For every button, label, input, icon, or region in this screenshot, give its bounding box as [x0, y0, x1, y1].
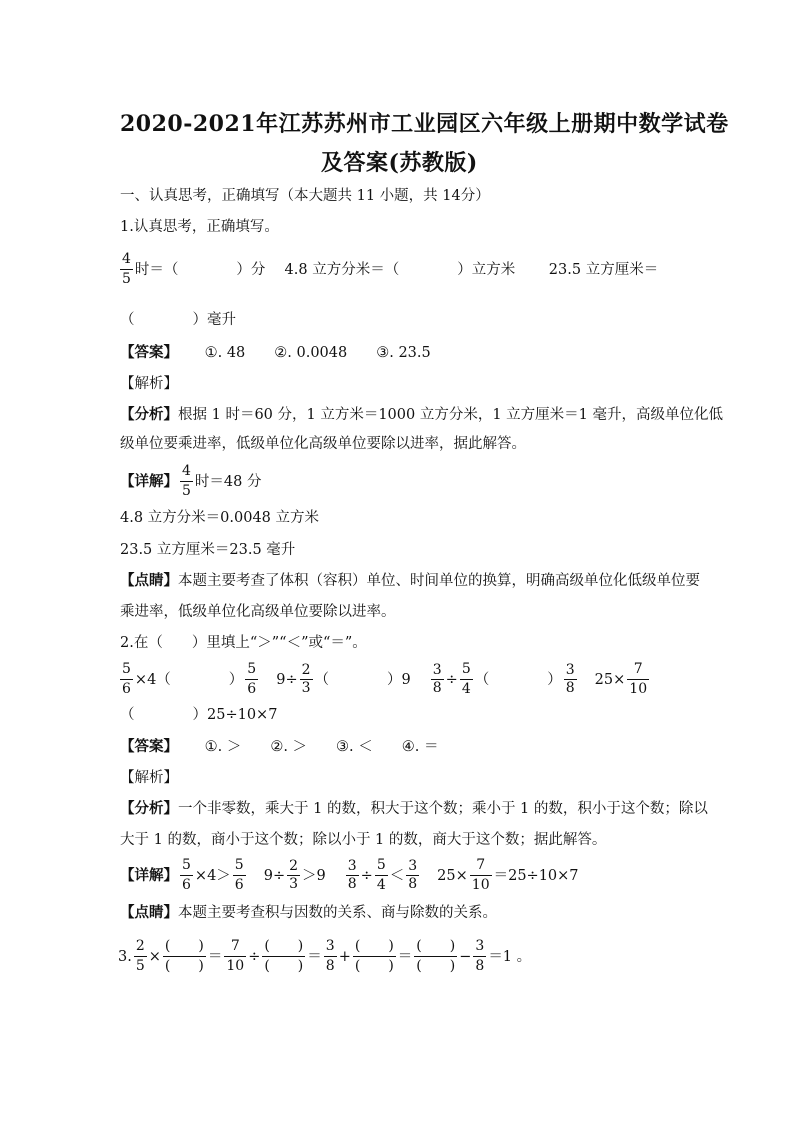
fraction: $\frac{5}{4}$	[461, 661, 471, 697]
fraction: $\frac{4}{5}$	[122, 251, 131, 287]
page-title: 2020-2021年江苏苏州市工业园区六年级上册期中数学试卷	[120, 111, 729, 137]
dianjing-row: 【点睛】本题主要考查积与因数的关系、商与除数的关系。	[120, 905, 497, 921]
blank-fraction[interactable]: $\frac{( )}{( )}$	[164, 938, 204, 974]
fraction: $\frac{5}{4}$	[376, 857, 386, 893]
detail-line-2: 4.8 立方分米＝0.0048 立方米	[120, 510, 320, 526]
analysis-tag: 【解析】	[120, 376, 178, 392]
fenxi-row-2: 级单位要乘进率，低级单位化高级单位要除以进率，据此解答。	[120, 436, 526, 452]
detail-line-3: 23.5 立方厘米＝23.5 毫升	[120, 542, 296, 558]
fraction: $\frac{5}{6}$	[234, 857, 244, 893]
fraction: $\frac{7}{10}$	[226, 938, 245, 974]
fraction: $\frac{5}{6}$	[122, 661, 131, 697]
fraction: $\frac{5}{6}$	[247, 661, 257, 697]
question-1-line: $\frac{4}{5}$ 时＝（ ）分 4.8 立方分米＝（ ）立方米 23.5 立方厘米＝	[122, 251, 659, 287]
question-2-prompt: 2.在（ ）里填上“＞”“＜”或“＝”。	[120, 635, 367, 651]
question-3-line: 3. $\frac{2}{5}$ × $\frac{( )}{( )}$ ＝ $\frac{7}{10}$ ÷ $\frac{( )}{( )}$ ＝ $\frac{3}{8}$ + $\frac{( )}{( )}$ ＝ $\frac{( )}{( )}$ − $\frac{3}{8}$ ＝1 。	[118, 938, 532, 974]
fraction: $\frac{7}{10}$	[471, 857, 490, 893]
blank-fraction[interactable]: $\frac{( )}{( )}$	[354, 938, 394, 974]
fenxi-row: 【分析】一个非零数，乘大于 1 的数，积大于这个数；乘小于 1 的数，积小于这个数；除以	[120, 801, 708, 817]
fenxi-row: 【分析】根据 1 时＝60 分，1 立方米＝1000 立方分米，1 立方厘米＝1 毫升，高级单位化低	[120, 407, 724, 423]
fraction: $\frac{2}{5}$	[135, 938, 145, 974]
analysis-tag: 【解析】	[120, 770, 178, 786]
detail-row: 【详解】 $\frac{5}{6}$ ×4＞ $\frac{5}{6}$ 9÷ $\frac{2}{3}$ ＞9 $\frac{3}{8}$ ÷ $\frac{5}{4}$ ＜ $\frac{3}{8}$ 25× $\frac{7}{10}$ ＝25÷10×7	[120, 857, 579, 893]
detail-row: 【详解】 $\frac{4}{5}$ 时＝48 分	[120, 463, 262, 499]
fraction: $\frac{3}{8}$	[408, 858, 418, 892]
fraction: $\frac{2}{3}$	[301, 662, 311, 696]
fraction: $\frac{3}{8}$	[325, 938, 335, 974]
fenxi-row-2: 大于 1 的数，商小于这个数；除以小于 1 的数，商大于这个数；据此解答。	[120, 832, 607, 848]
answer-row: 【答案】 ①. ＞ ②. ＞ ③. ＜ ④. ＝	[120, 739, 439, 755]
fraction: $\frac{2}{3}$	[289, 858, 299, 892]
fraction: $\frac{3}{8}$	[347, 858, 357, 892]
fraction: $\frac{5}{6}$	[182, 857, 191, 893]
page-title-line2: 及答案(苏教版)	[321, 150, 478, 176]
blank-fraction[interactable]: $\frac{( )}{( )}$	[416, 938, 456, 974]
question-1-line-b: （ ）毫升	[120, 312, 236, 328]
fraction: $\frac{4}{5}$	[182, 463, 191, 499]
fraction: $\frac{3}{8}$	[475, 938, 485, 974]
fraction: $\frac{3}{8}$	[432, 662, 442, 696]
question-2-line-b: （ ）25÷10×7	[120, 707, 278, 723]
dianjing-row: 【点睛】本题主要考查了体积（容积）单位、时间单位的换算，明确高级单位化低级单位要	[120, 573, 700, 589]
fraction: $\frac{3}{8}$	[565, 662, 575, 696]
dianjing-row-2: 乘进率，低级单位化高级单位要除以进率。	[120, 604, 396, 620]
blank-fraction[interactable]: $\frac{( )}{( )}$	[264, 938, 304, 974]
section-heading: 一、认真思考，正确填写（本大题共 11 小题，共 14分）	[120, 188, 490, 204]
fraction: $\frac{7}{10}$	[629, 661, 648, 697]
answer-row: 【答案】 ①. 48 ②. 0.0048 ③. 23.5	[120, 345, 431, 361]
question-2-line: $\frac{5}{6}$ ×4（ ） $\frac{5}{6}$ 9÷ $\frac{2}{3}$ （ ）9 $\frac{3}{8}$ ÷ $\frac{5}{4}$ （ ） $\frac{3}{8}$ 25× $\frac{7}{10}$	[122, 661, 648, 697]
question-1-prompt: 1.认真思考，正确填写。	[120, 219, 279, 235]
